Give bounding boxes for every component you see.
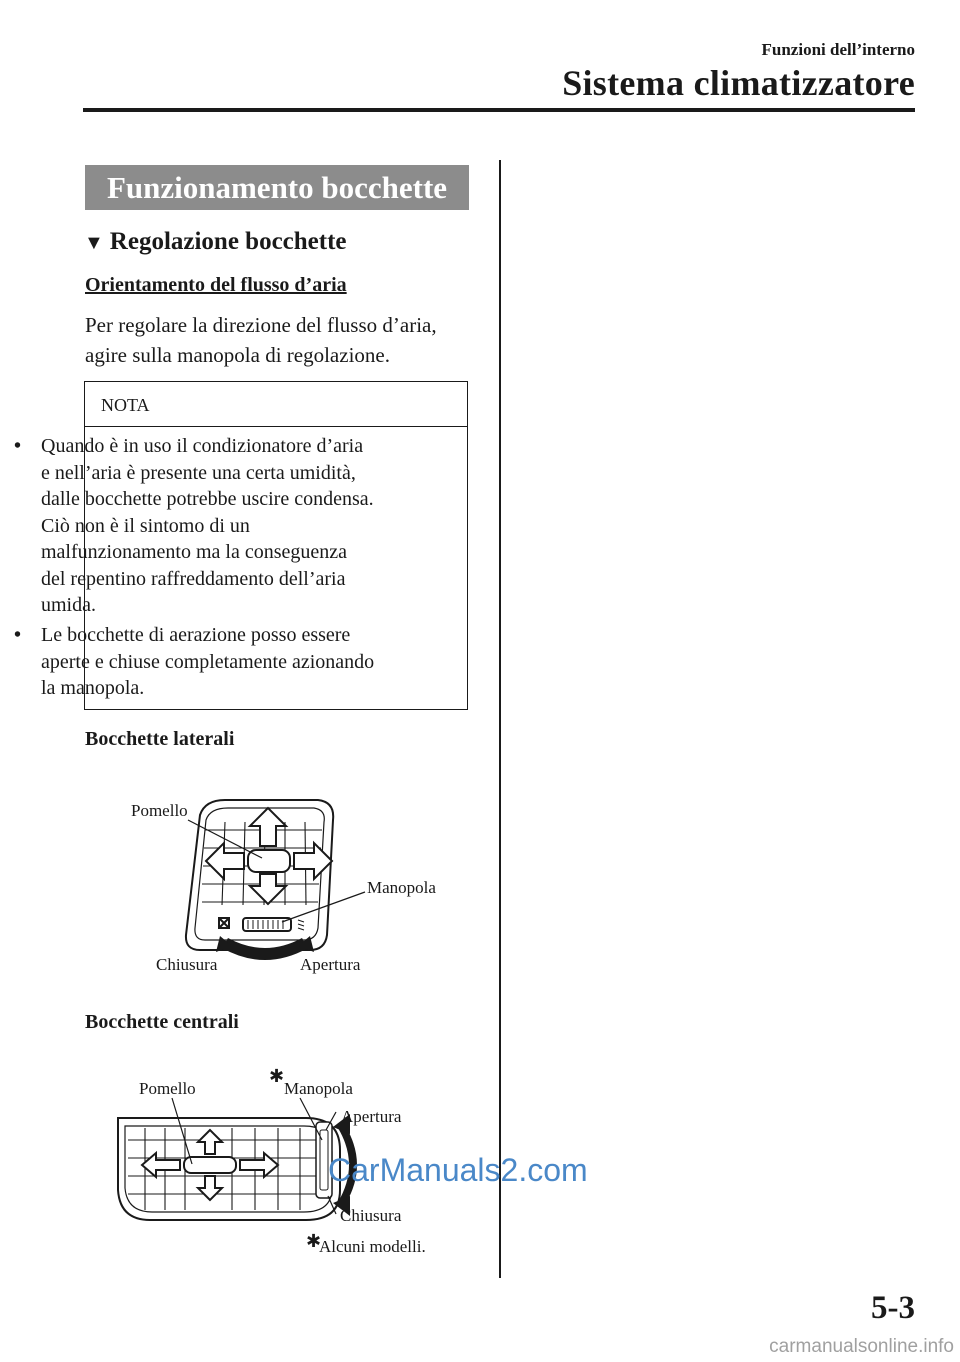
label-close-central: Chiusura bbox=[340, 1206, 402, 1225]
triangle-down-icon: ▼ bbox=[84, 231, 104, 254]
label-knob-lateral: Pomello bbox=[131, 801, 188, 820]
asterisk-icon: ✱ bbox=[306, 1231, 322, 1251]
label-dial-lateral: Manopola bbox=[367, 878, 436, 897]
footer-watermark: carmanualsonline.info bbox=[769, 1336, 954, 1357]
label-dial-central: Manopola bbox=[284, 1079, 353, 1098]
header-subtitle: Funzioni dell’interno bbox=[761, 40, 915, 59]
nota-item-text: Le bocchette di aerazione posso essere aperte e chiuse completamente azionando la manopola. bbox=[41, 624, 375, 699]
bullet-icon: • bbox=[14, 435, 22, 457]
watermark: CarManuals2.com bbox=[328, 1152, 588, 1188]
sub-heading-text: Regolazione bocchette bbox=[109, 228, 347, 255]
label-knob-central: Pomello bbox=[139, 1079, 196, 1098]
topic-heading: Orientamento del flusso d’aria bbox=[85, 274, 347, 296]
section-banner: Funzionamento bocchette bbox=[85, 165, 469, 210]
label-open-central: Apertura bbox=[341, 1107, 402, 1126]
nota-item-text: Quando è in uso il condizionatore d’aria e nell’aria è presente una certa umidità, dalle bocchette potrebbe uscire condensa. Ciò non è il sintomo di un malfunzionamento ma la conseguenza del repentino raffreddamento dell’aria umida. bbox=[41, 435, 374, 616]
nota-title: NOTA bbox=[85, 382, 467, 427]
asterisk-icon: ✱ bbox=[269, 1066, 285, 1086]
label-open-lateral: Apertura bbox=[300, 955, 361, 974]
figure-caption-lateral: Bocchette laterali bbox=[85, 728, 235, 750]
label-some-models: Alcuni modelli. bbox=[319, 1237, 426, 1256]
figure-caption-central: Bocchette centrali bbox=[85, 1011, 239, 1033]
intro-paragraph: Per regolare la direzione del flusso d’aria, agire sulla manopola di regolazione. bbox=[85, 313, 437, 367]
header-title: Sistema climatizzatore bbox=[562, 63, 915, 103]
page-number: 5-3 bbox=[871, 1290, 915, 1326]
bullet-icon: • bbox=[14, 624, 22, 646]
label-close-lateral: Chiusura bbox=[156, 955, 218, 974]
